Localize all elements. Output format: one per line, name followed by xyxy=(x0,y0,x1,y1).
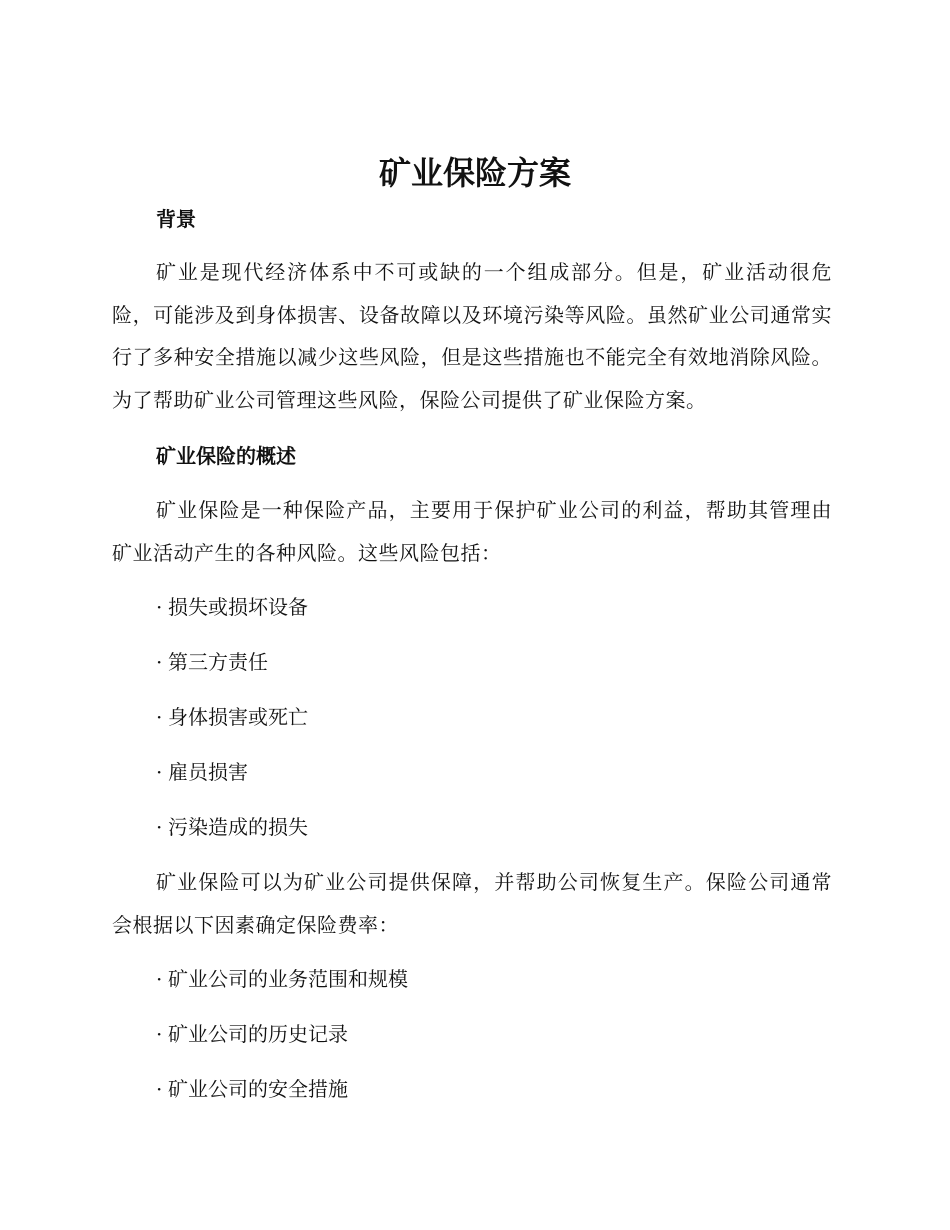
list-item-text: 第三方责任 xyxy=(168,650,268,674)
list-item-text: 矿业公司的安全措施 xyxy=(168,1077,348,1101)
list-item xyxy=(156,813,308,841)
bullet-marker: · xyxy=(156,815,163,839)
bullet-marker: · xyxy=(156,760,163,784)
background-paragraph: 矿业是现代经济体系中不可或缺的一个组成部分。但是，矿业活动很危险，可能涉及到身体损害、设备故障以及环境污染等风险。虽然矿业公司通常实行了多种安全措施以减少这些风险，但是这些措施也不能完全有效地消除风险。为了帮助矿业公司管理这些风险，保险公司提供了矿业保险方案。 xyxy=(112,260,832,412)
premium-factors-paragraph: 矿业保险可以为矿业公司提供保障，并帮助公司恢复生产。保险公司通常会根据以下因素确定保险费率： xyxy=(112,870,832,937)
section-heading-overview: 矿业保险的概述 xyxy=(156,444,296,468)
list-item-text: 矿业公司的业务范围和规模 xyxy=(168,967,408,991)
bullet-marker: · xyxy=(156,595,163,619)
overview-paragraph: 矿业保险是一种保险产品，主要用于保护矿业公司的利益，帮助其管理由矿业活动产生的各种风险。这些风险包括： xyxy=(112,498,832,565)
document-title: 矿业保险方案 xyxy=(378,154,571,192)
list-item-text: 污染造成的损失 xyxy=(168,815,308,839)
list-item xyxy=(156,965,408,993)
list-item-text: 身体损害或死亡 xyxy=(168,705,308,729)
list-item xyxy=(156,1075,348,1103)
list-item-text: 矿业公司的历史记录 xyxy=(168,1022,348,1046)
list-item xyxy=(156,758,248,786)
section-heading-background: 背景 xyxy=(156,207,196,231)
list-item-text: 损失或损坏设备 xyxy=(168,595,308,619)
bullet-marker: · xyxy=(156,705,163,729)
bullet-marker: · xyxy=(156,967,163,991)
list-item xyxy=(156,703,308,731)
bullet-marker: · xyxy=(156,1077,163,1101)
list-item xyxy=(156,648,268,676)
list-item xyxy=(156,593,308,621)
list-item-text: 雇员损害 xyxy=(168,760,248,784)
list-item xyxy=(156,1020,348,1048)
bullet-marker: · xyxy=(156,1022,163,1046)
bullet-marker: · xyxy=(156,650,163,674)
